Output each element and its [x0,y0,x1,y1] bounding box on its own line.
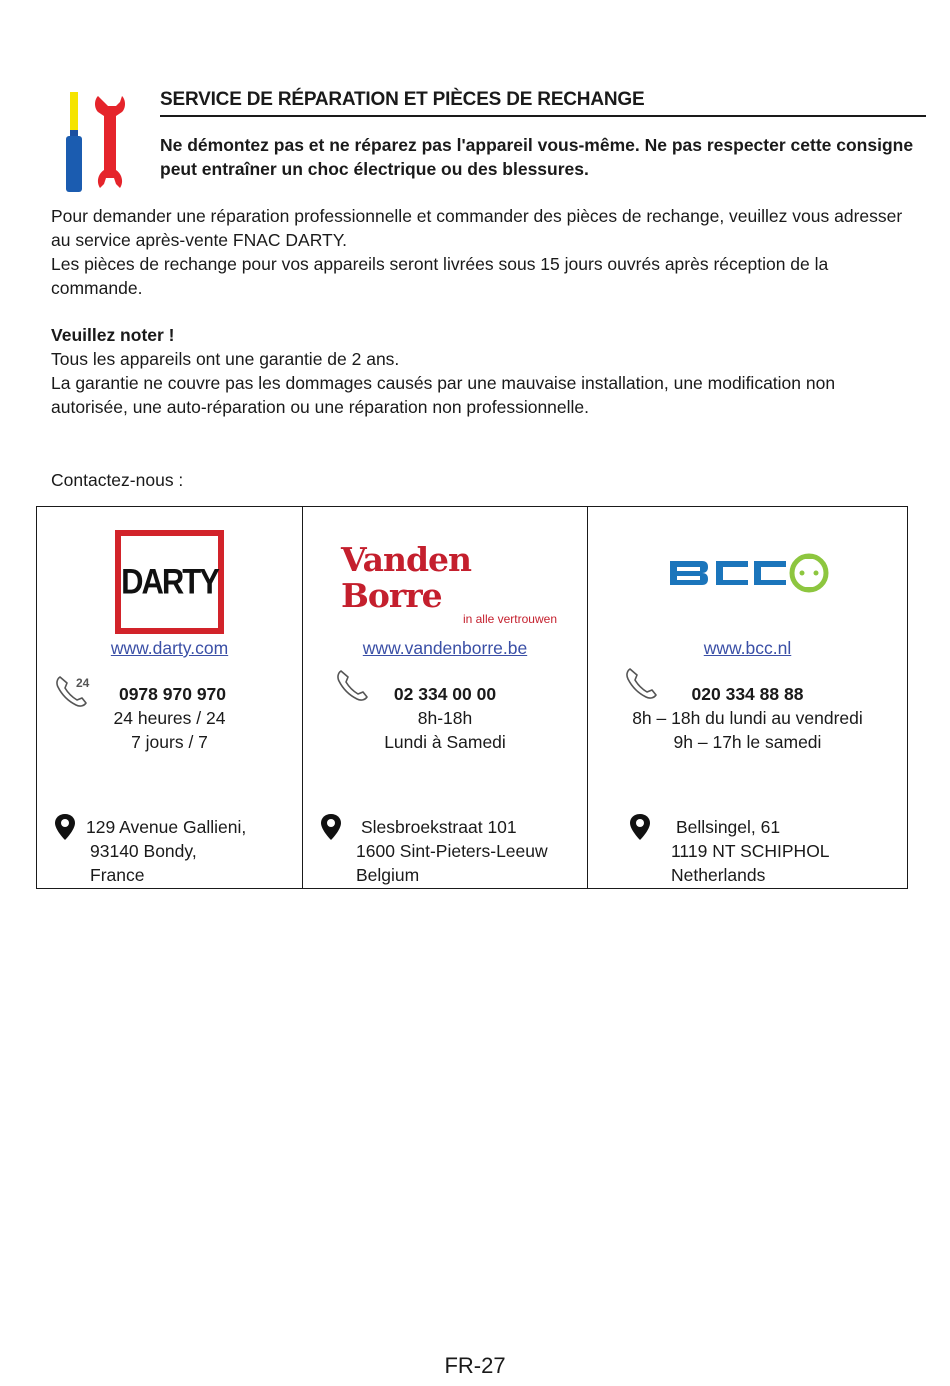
contact-label: Contactez-nous : [51,470,184,490]
darty-address-line-1: 129 Avenue Gallieni, [86,817,247,837]
contact-darty [37,507,303,888]
vandenborre-address-line-3: Belgium [356,865,420,885]
vandenborre-logo-text: Vanden Borre [341,540,472,615]
bcc-hours: 8h – 18h du lundi au vendredi [632,708,863,728]
bcc-logo [668,553,833,593]
bcc-address-line-2: 1119 NT SCHIPHOL [671,841,830,861]
bcc-address-line-1: Bellsingel, 61 [676,817,781,837]
section-heading: SERVICE DE RÉPARATION ET PIÈCES DE RECHANGE [160,89,926,117]
map-pin-icon [320,813,342,841]
contact-vandenborre [303,507,588,888]
vandenborre-address-line-1: Slesbroekstraat 101 [361,817,517,837]
vandenborre-website-link[interactable]: www.vandenborre.be [362,638,528,658]
darty-phone[interactable]: 0978 970 970 [118,684,227,704]
contact-bcc [588,507,907,888]
page-number: FR-27 [444,1353,506,1378]
darty-website-link[interactable]: www.darty.com [110,638,229,658]
darty-logo-text: DARTY [121,561,218,602]
darty-hours: 24 heures / 24 [113,708,226,728]
darty-address-line-2: 93140 Bondy, [90,841,197,861]
vandenborre-logo [341,542,561,626]
warranty-line: Tous les appareils ont une garantie de 2 ans. [51,349,400,369]
map-pin-icon [54,813,76,841]
bcc-phone[interactable]: 020 334 88 88 [691,684,804,704]
map-pin-icon [629,813,651,841]
screwdriver-wrench-icon [58,92,132,194]
vandenborre-phone[interactable]: 02 334 00 00 [393,684,497,704]
contact-table [36,506,908,889]
bcc-website-link[interactable]: www.bcc.nl [703,638,792,658]
darty-logo [115,530,224,634]
vandenborre-days: Lundi à Samedi [384,732,506,752]
bcc-address-line-3: Netherlands [671,865,766,885]
darty-address-line-3: France [90,865,145,885]
vandenborre-tagline: in alle vertrouwen [462,612,557,626]
intro-paragraph-1: Pour demander une réparation professionnelle et commander des pièces de rechange, veuillez vous adresser au service après-vente FNAC DARTY. [51,206,903,250]
intro-paragraph-2: Les pièces de rechange pour vos appareils seront livrées sous 15 jours ouvrés après réception de la commande. [51,254,829,298]
darty-days: 7 jours / 7 [131,732,208,752]
phone-badge: 24 [76,676,90,690]
note-title: Veuillez noter ! [51,325,175,345]
vandenborre-address-line-2: 1600 Sint-Pieters-Leeuw [356,841,548,861]
safety-warning: Ne démontez pas et ne réparez pas l'appareil vous-même. Ne pas respecter cette consigne peut entraîner un choc électrique ou des blessures. [160,135,914,179]
vandenborre-hours: 8h-18h [417,708,473,728]
warranty-exclusions: La garantie ne couvre pas les dommages causés par une mauvaise installation, une modification non autorisée, une auto-réparation ou une réparation non professionnelle. [51,373,836,417]
bcc-saturday-hours: 9h – 17h le samedi [673,732,822,752]
